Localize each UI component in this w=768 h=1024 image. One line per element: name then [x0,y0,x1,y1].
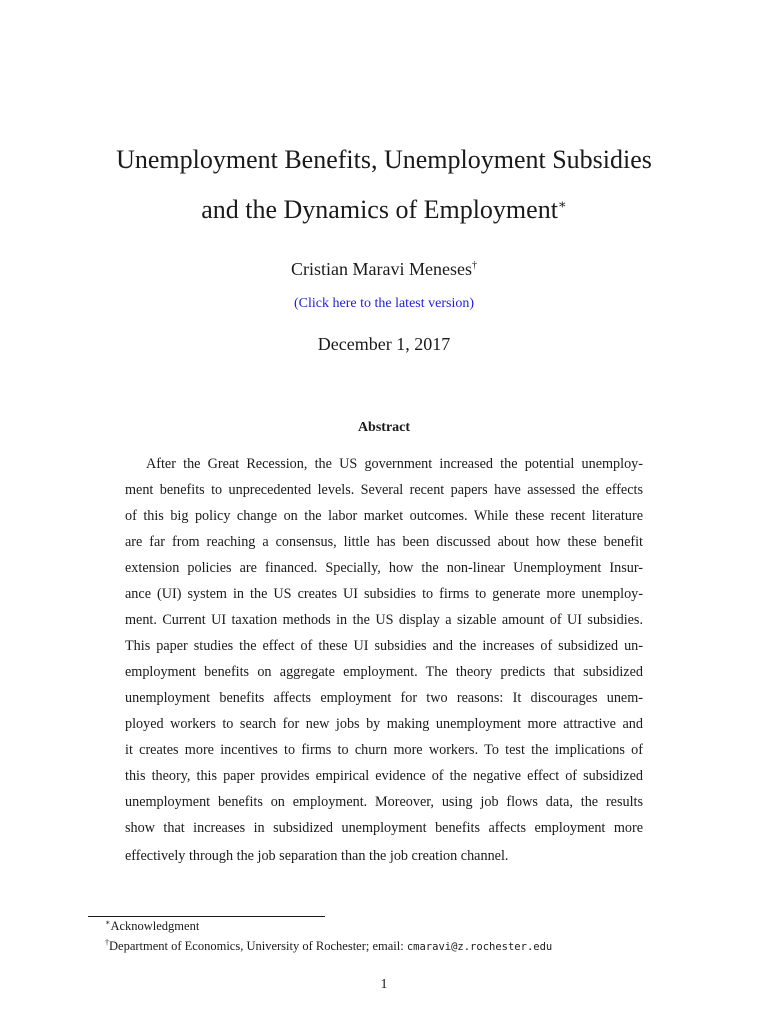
abstract-line: unemployment benefits on employment. Moreover, using job flows data, the results [125,794,643,810]
page-number: 1 [380,977,388,992]
abstract-line: ance (UI) system in the US creates UI subsidies to firms to generate more unemploy- [125,586,643,602]
paper-title-line-1: Unemployment Benefits, Unemployment Subsidies [116,145,652,174]
abstract-line: it creates more incentives to firms to churn more workers. To test the implications of [125,742,643,758]
abstract-line: show that increases in subsidized unemployment benefits affects employment more [125,820,643,836]
footnote-marker: ∗ [105,917,111,927]
title-footnote-marker: ∗ [557,196,567,212]
abstract-line: this theory, this paper provides empirical evidence of the negative effect of subsidized [125,768,643,784]
abstract-line: unemployment benefits affects employment for two reasons: It discourages unem- [125,690,643,706]
abstract-line: are far from reaching a consensus, little has been discussed about how these benefit [125,534,643,550]
latest-version-link[interactable]: (Click here to the latest version) [294,296,474,311]
abstract-line: ployed workers to search for new jobs by making unemployment more attractive and [125,716,643,732]
footnote-acknowledgment [105,918,199,934]
paper-title-line-2 [0,195,768,225]
author-email[interactable]: cmaravi@z.rochester.edu [406,941,553,953]
footnote-text: Department of Economics, University of Rochester; email: [109,939,407,953]
abstract-line: extension policies are financed. Specially, how the non-linear Unemployment Insur- [125,560,643,576]
footnote-divider [88,916,325,917]
abstract-line: ment. Current UI taxation methods in the US display a sizable amount of UI subsidies. [125,612,643,628]
footnote-affiliation [105,938,552,955]
abstract-line: ment benefits to unprecedented levels. Several recent papers have assessed the effects [125,482,643,498]
author [0,258,768,280]
abstract-line: employment benefits on aggregate employment. The theory predicts that subsidized [125,664,643,680]
abstract-heading: Abstract [357,420,411,435]
abstract-line: effectively through the job separation than the job creation channel. [125,848,509,864]
paper-date: December 1, 2017 [317,334,451,354]
abstract-line: of this big policy change on the labor market outcomes. While these recent literature [125,508,643,524]
paper-title-line-2-text: and the Dynamics of Employment [201,195,558,224]
footnote-text: Acknowledgment [110,919,200,933]
abstract-line: After the Great Recession, the US government increased the potential unemploy- [146,456,643,472]
abstract-line: This paper studies the effect of these UI subsidies and the increases of subsidized un- [125,638,643,654]
footnote-marker: † [105,937,109,947]
author-name: Cristian Maravi Meneses [291,259,472,279]
author-footnote-marker: † [471,260,477,271]
